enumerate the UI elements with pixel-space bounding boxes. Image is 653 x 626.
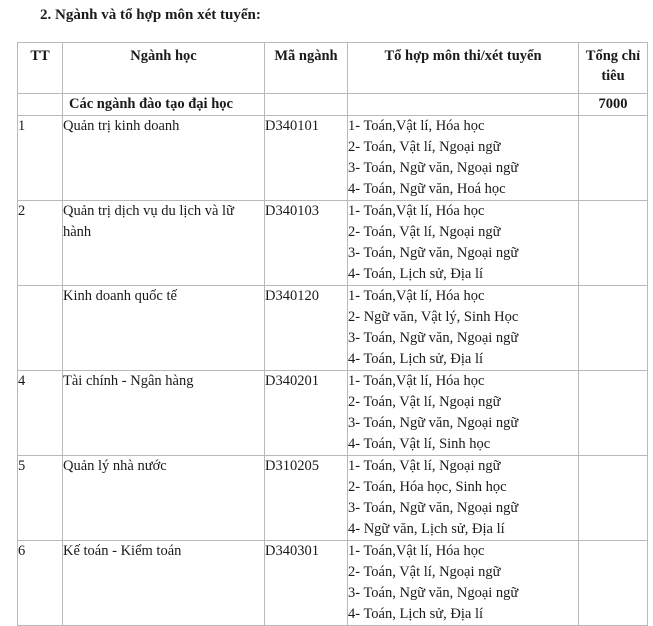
row-major-name: Quản trị dịch vụ du lịch và lữ hành xyxy=(63,201,265,286)
table-row xyxy=(18,116,648,201)
summary-combo-cell xyxy=(348,94,579,116)
summary-label: Các ngành đào tạo đại học xyxy=(63,94,265,116)
table-row xyxy=(18,286,648,371)
table-row xyxy=(18,201,648,286)
row-tt: 4 xyxy=(18,371,63,456)
combo-line: 3- Toán, Ngữ văn, Ngoại ngữ xyxy=(348,415,519,431)
header-major-code: Mã ngành xyxy=(265,43,348,94)
admission-table xyxy=(17,42,648,626)
row-major-name: Quản trị kinh doanh xyxy=(63,116,265,201)
summary-code-cell xyxy=(265,94,348,116)
row-total-quota xyxy=(579,201,648,286)
row-tt: 2 xyxy=(18,201,63,286)
row-tt xyxy=(18,286,63,371)
combo-line: 4- Toán, Vật lí, Sinh học xyxy=(348,436,491,452)
combo-line: 1- Toán,Vật lí, Hóa học xyxy=(348,288,485,304)
row-major-code: D340201 xyxy=(265,371,348,456)
header-total-quota xyxy=(579,43,648,94)
row-subject-combos xyxy=(348,541,579,626)
row-total-quota xyxy=(579,371,648,456)
combo-line: 2- Toán, Vật lí, Ngoại ngữ xyxy=(348,224,501,240)
row-major-name: Kế toán - Kiểm toán xyxy=(63,541,265,626)
table-row xyxy=(18,456,648,541)
row-tt: 5 xyxy=(18,456,63,541)
row-major-name: Tài chính - Ngân hàng xyxy=(63,371,265,456)
row-subject-combos xyxy=(348,201,579,286)
row-subject-combos xyxy=(348,456,579,541)
row-total-quota xyxy=(579,286,648,371)
combo-line: 4- Toán, Ngữ văn, Hoá học xyxy=(348,181,506,197)
combo-line: 2- Toán, Hóa học, Sinh học xyxy=(348,479,507,495)
table-row xyxy=(18,541,648,626)
summary-total: 7000 xyxy=(579,94,648,116)
row-subject-combos xyxy=(348,371,579,456)
header-subject-combo: Tổ hợp môn thi/xét tuyển xyxy=(348,43,579,94)
combo-line: 2- Toán, Vật lí, Ngoại ngữ xyxy=(348,394,501,410)
combo-line: 3- Toán, Ngữ văn, Ngoại ngữ xyxy=(348,500,519,516)
header-total-quota-line2: tiêu xyxy=(601,68,625,84)
row-subject-combos xyxy=(348,116,579,201)
row-major-code: D310205 xyxy=(265,456,348,541)
combo-line: 1- Toán, Vật lí, Ngoại ngữ xyxy=(348,458,501,474)
table-row xyxy=(18,371,648,456)
row-major-name: Quản lý nhà nước xyxy=(63,456,265,541)
combo-line: 4- Toán, Lịch sử, Địa lí xyxy=(348,351,484,367)
combo-line: 1- Toán,Vật lí, Hóa học xyxy=(348,203,485,219)
combo-line: 3- Toán, Ngữ văn, Ngoại ngữ xyxy=(348,330,519,346)
row-major-code: D340120 xyxy=(265,286,348,371)
row-tt: 1 xyxy=(18,116,63,201)
row-tt: 6 xyxy=(18,541,63,626)
combo-line: 4- Toán, Lịch sử, Địa lí xyxy=(348,606,484,622)
summary-row xyxy=(18,94,648,116)
row-subject-combos xyxy=(348,286,579,371)
combo-line: 1- Toán,Vật lí, Hóa học xyxy=(348,543,485,559)
combo-line: 3- Toán, Ngữ văn, Ngoại ngữ xyxy=(348,245,519,261)
row-major-code: D340301 xyxy=(265,541,348,626)
combo-line: 1- Toán,Vật lí, Hóa học xyxy=(348,118,485,134)
combo-line: 4- Toán, Lịch sử, Địa lí xyxy=(348,266,484,282)
row-major-code: D340103 xyxy=(265,201,348,286)
section-heading: 2. Ngành và tổ hợp môn xét tuyển: xyxy=(40,7,261,23)
summary-tt-cell xyxy=(18,94,63,116)
combo-line: 3- Toán, Ngữ văn, Ngoại ngữ xyxy=(348,585,519,601)
header-tt: TT xyxy=(18,43,63,94)
combo-line: 3- Toán, Ngữ văn, Ngoại ngữ xyxy=(348,160,519,176)
header-total-quota-line1: Tổng chỉ xyxy=(585,48,641,64)
header-major-name: Ngành học xyxy=(63,43,265,94)
combo-line: 4- Ngữ văn, Lịch sử, Địa lí xyxy=(348,521,505,537)
row-major-code: D340101 xyxy=(265,116,348,201)
combo-line: 2- Toán, Vật lí, Ngoại ngữ xyxy=(348,564,501,580)
row-total-quota xyxy=(579,456,648,541)
combo-line: 1- Toán,Vật lí, Hóa học xyxy=(348,373,485,389)
combo-line: 2- Ngữ văn, Vật lý, Sinh Học xyxy=(348,309,519,325)
combo-line: 2- Toán, Vật lí, Ngoại ngữ xyxy=(348,139,501,155)
row-total-quota xyxy=(579,541,648,626)
table-header-row xyxy=(18,43,648,94)
row-major-name: Kinh doanh quốc tế xyxy=(63,286,265,371)
row-total-quota xyxy=(579,116,648,201)
